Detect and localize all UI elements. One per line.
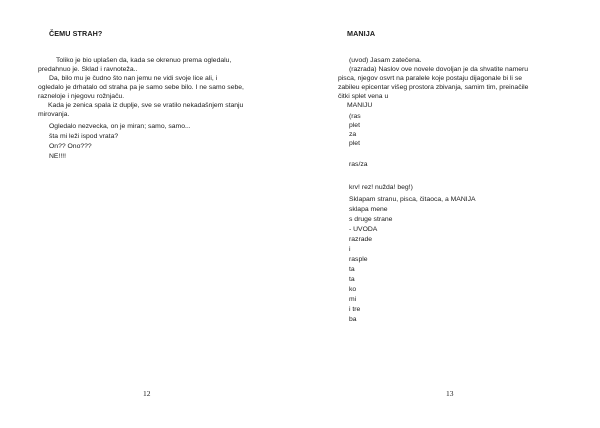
text-line: MANIJU [347, 102, 373, 109]
text-line: krv! rez! nužda! beg!) [349, 184, 413, 191]
text-line: (razrada) Naslov ove novele dovoljan je da shvatite nameru [349, 66, 529, 73]
page-number: 12 [143, 389, 151, 398]
text-line: rasple [349, 256, 368, 263]
page-number: 13 [446, 389, 454, 398]
text-line: plet [349, 140, 360, 147]
right-page [300, 0, 600, 428]
text-line: sklapa mene [349, 206, 388, 213]
text-line: Kada je zenica spala iz duplje, sve se vratilo nekadašnjem stanju [48, 102, 244, 109]
story-title: MANIJA [347, 29, 376, 38]
text-line: šta mi leži ispod vrata? [49, 133, 119, 140]
text-line: ta [349, 276, 355, 283]
text-line: NE!!!! [49, 153, 66, 160]
text-line: razrade [349, 236, 373, 243]
text-line: ba [349, 316, 357, 323]
text-line: (uvod) Jasam zatečena. [349, 57, 422, 64]
text-line: On?? Ono??? [49, 143, 92, 150]
text-line: mirovanja. [38, 111, 70, 118]
text-line: Toliko je bio uplašen da, kada se okrenuo prema ogledalu, [56, 57, 232, 64]
text-line: ras/za [349, 161, 368, 168]
text-line: Sklapam stranu, pisca, čitaoca, a MANIJA [349, 196, 476, 203]
story-title: ČEMU STRAH? [49, 29, 103, 38]
text-line: - UVODA [349, 226, 378, 233]
text-line: mi [349, 296, 357, 303]
text-line: pisca, njegov osvrt na paralele koje postaju dijagonale bi li se [338, 75, 523, 82]
text-line: ko [349, 286, 357, 293]
text-line: i tre [349, 306, 361, 313]
text-line: za [349, 131, 357, 138]
text-line: (ras [349, 113, 361, 120]
text-line: plet [349, 122, 360, 129]
text-line: s druge strane [349, 216, 393, 223]
text-line: Ogledalo nezvecka, on je miran; samo, samo... [49, 123, 191, 130]
text-line: zabileu epicentar višeg prostora zbivanja, samim tim, preinačile [338, 84, 529, 91]
text-line: čitki splet vena u [338, 93, 389, 100]
text-line: ta [349, 266, 355, 273]
text-line: i [349, 246, 351, 253]
text-line: razneloje i njegovu rožnjaču. [38, 93, 125, 100]
text-line: Da, bilo mu je čudno što nan jemu ne vidi svoje lice ali, i [49, 75, 218, 82]
text-line: predahnuo je. Sklad i ravnoteža.. [38, 66, 138, 73]
text-line: ogledalo je drhatalo od straha pa je samo sebe bilo. I ne samo sebe, [38, 84, 244, 91]
